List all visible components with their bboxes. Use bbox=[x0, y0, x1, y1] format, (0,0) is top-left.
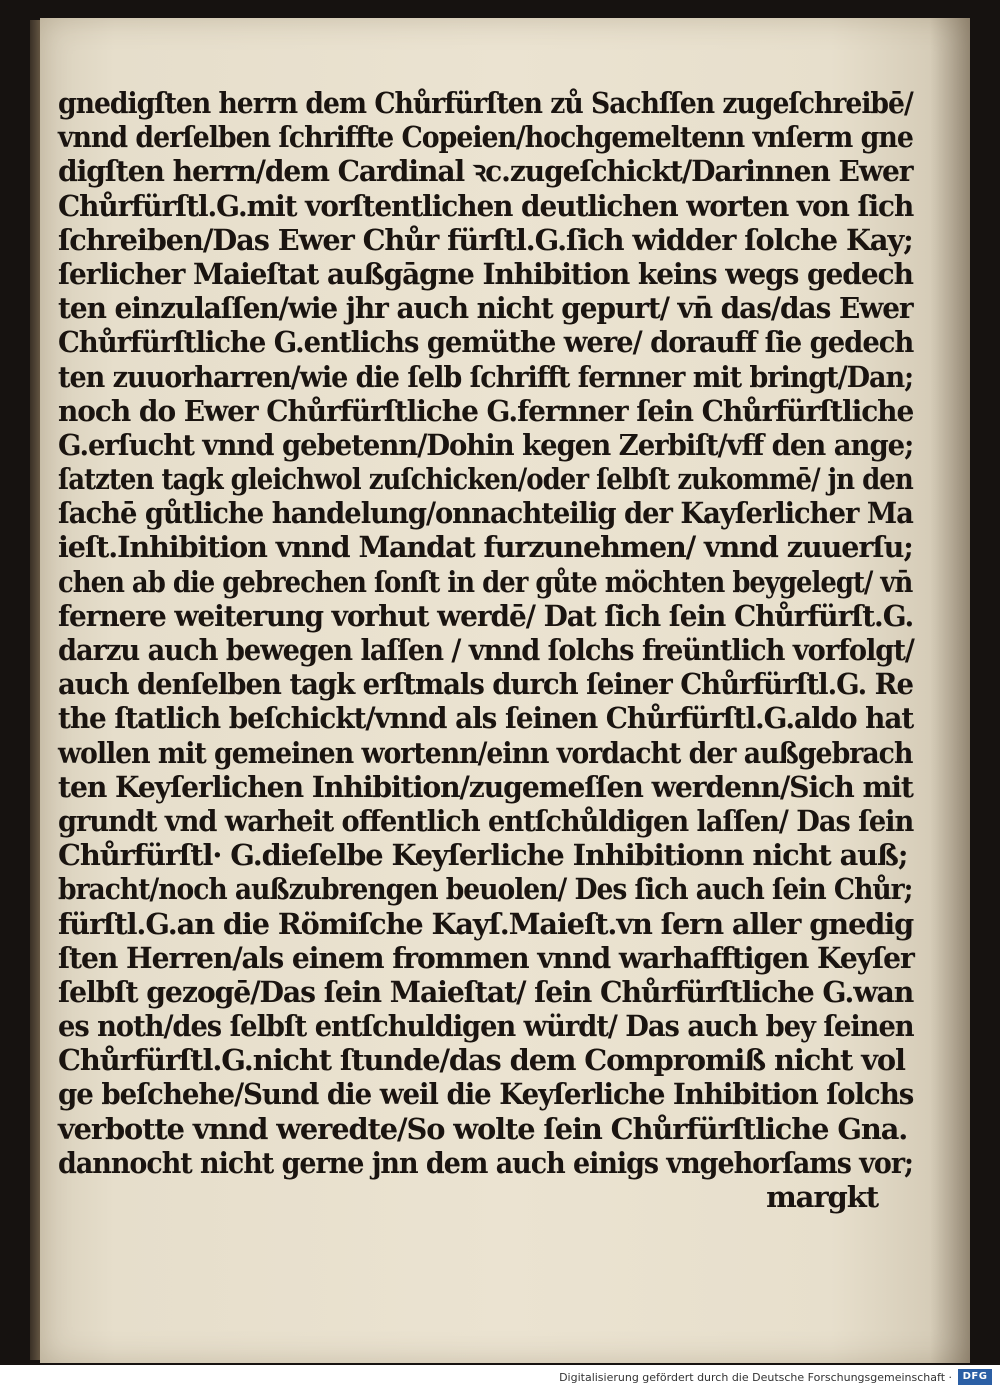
text-line: G.erſucht vnnd gebetenn/Dohin kegen Zerbiſt/vff den ange; bbox=[58, 427, 914, 462]
catchword: margkt bbox=[766, 1180, 878, 1214]
text-line: verbotte vnnd weredte/So wolte ſein Chůrfürſtliche Gna. bbox=[58, 1111, 908, 1146]
text-line: ſten Herren/als einem frommen vnnd warhafftigen Keyſer bbox=[58, 940, 914, 975]
text-line: auch denſelben tagk erſtmals durch ſeiner Chůrfürſtl.G. Re bbox=[58, 667, 913, 702]
text-line: ſerlicher Maieſtat außgāgne Inhibition keins wegs gedech bbox=[58, 256, 913, 291]
text-line: gnedigſten herrn dem Chůrfürſten zů Sachſſen zugeſchreibē/ bbox=[58, 86, 913, 120]
text-line: Chůrfürſtl· G.dieſelbe Keyſerliche Inhibitionn nicht auß; bbox=[58, 838, 908, 873]
text-line: ſatzten tagk gleichwol zuſchicken/oder ſelbſt zukommē/ jn den bbox=[58, 462, 913, 497]
text-line: es noth/des ſelbſt entſchuldigen würdt/ Das auch bey ſeinen bbox=[58, 1009, 914, 1044]
text-line: bracht/noch außzubrengen beuolen/ Des ſich auch ſein Chůr; bbox=[58, 872, 913, 907]
text-line: vnnd derſelben ſchriffte Copeien/hochgemeltenn vnſerm gne bbox=[58, 120, 913, 155]
text-line: Chůrfürſtl.G.nicht ſtunde/das dem Compromiß nicht vol bbox=[58, 1043, 905, 1078]
text-line: the ſtatlich beſchickt/vnnd als ſeinen Chůrfürſtl.G.aldo hat bbox=[58, 701, 914, 736]
text-line: wollen mit gemeinen wortenn/einn vordacht der außgebrach bbox=[58, 735, 913, 770]
text-line: grundt vnd warheit offentlich entſchůldigen laſſen/ Das ſein bbox=[58, 803, 914, 838]
page-text-block bbox=[58, 86, 918, 1214]
text-line: darzu auch bewegen laſſen / vnnd ſolchs freüntlich vorfolgt/ bbox=[58, 633, 914, 667]
text-line: noch do Ewer Chůrfürſtliche G.fernner ſein Chůrfürſtliche bbox=[58, 393, 914, 428]
page-gutter-shadow bbox=[930, 18, 970, 1363]
text-line: digſten herrn/dem Cardinal ꝛc.zugeſchickt/Darinnen Ewer bbox=[58, 154, 913, 189]
digitization-credit: Digitalisierung gefördert durch die Deutsche Forschungsgemeinschaft · bbox=[559, 1371, 952, 1384]
text-line: Chůrfürſtl.G.mit vorſtentlichen deutlichen worten von ſich bbox=[58, 188, 914, 223]
text-line: chen ab die gebrechen ſonſt in der gůte möchten beygelegt/ vn̄ bbox=[58, 564, 913, 599]
text-line: fernere weiterung vorhut werdē/ Dat ſich ſein Chůrfürſt.G. bbox=[58, 598, 914, 633]
text-line: ieſt.Inhibition vnnd Mandat furzunehmen/ vnnd zuuerſu; bbox=[58, 530, 913, 565]
text-line: Chůrfürſtliche G.entlichs gemüthe were/ dorauff ſie gedech bbox=[58, 325, 914, 360]
text-line: dannocht nicht gerne jnn dem auch einigs vngehorſams vor; bbox=[58, 1145, 913, 1180]
text-line: ſelbſt gezogē/Das ſein Maieſtat/ ſein Chůrfürſtliche G.wan bbox=[58, 974, 914, 1009]
text-line: ten einzulaſſen/wie jhr auch nicht gepurt/ vn̄ das/das Ewer bbox=[58, 291, 913, 326]
dfg-logo: DFG bbox=[958, 1369, 992, 1385]
text-line: ge beſchehe/Sund die weil die Keyſerliche Inhibition ſolchs bbox=[58, 1077, 914, 1112]
text-line: fürſtl.G.an die Römiſche Kayſ.Maieſt.vn ſern aller gnedig bbox=[58, 906, 914, 941]
footer-bar bbox=[0, 1365, 1000, 1391]
text-line: ten Keyſerlichen Inhibition/zugemeſſen werdenn/Sich mit bbox=[58, 769, 913, 804]
text-line: ten zuuorharren/wie die ſelb ſchrifft fernner mit bringt/Dan; bbox=[58, 359, 914, 394]
text-line: ſachē gůtliche handelung/onnachteilig der Kayſerlicher Ma bbox=[58, 496, 913, 531]
text-line: ſchreiben/Das Ewer Chůr fürſtl.G.ſich widder ſolche Kay; bbox=[58, 222, 913, 257]
